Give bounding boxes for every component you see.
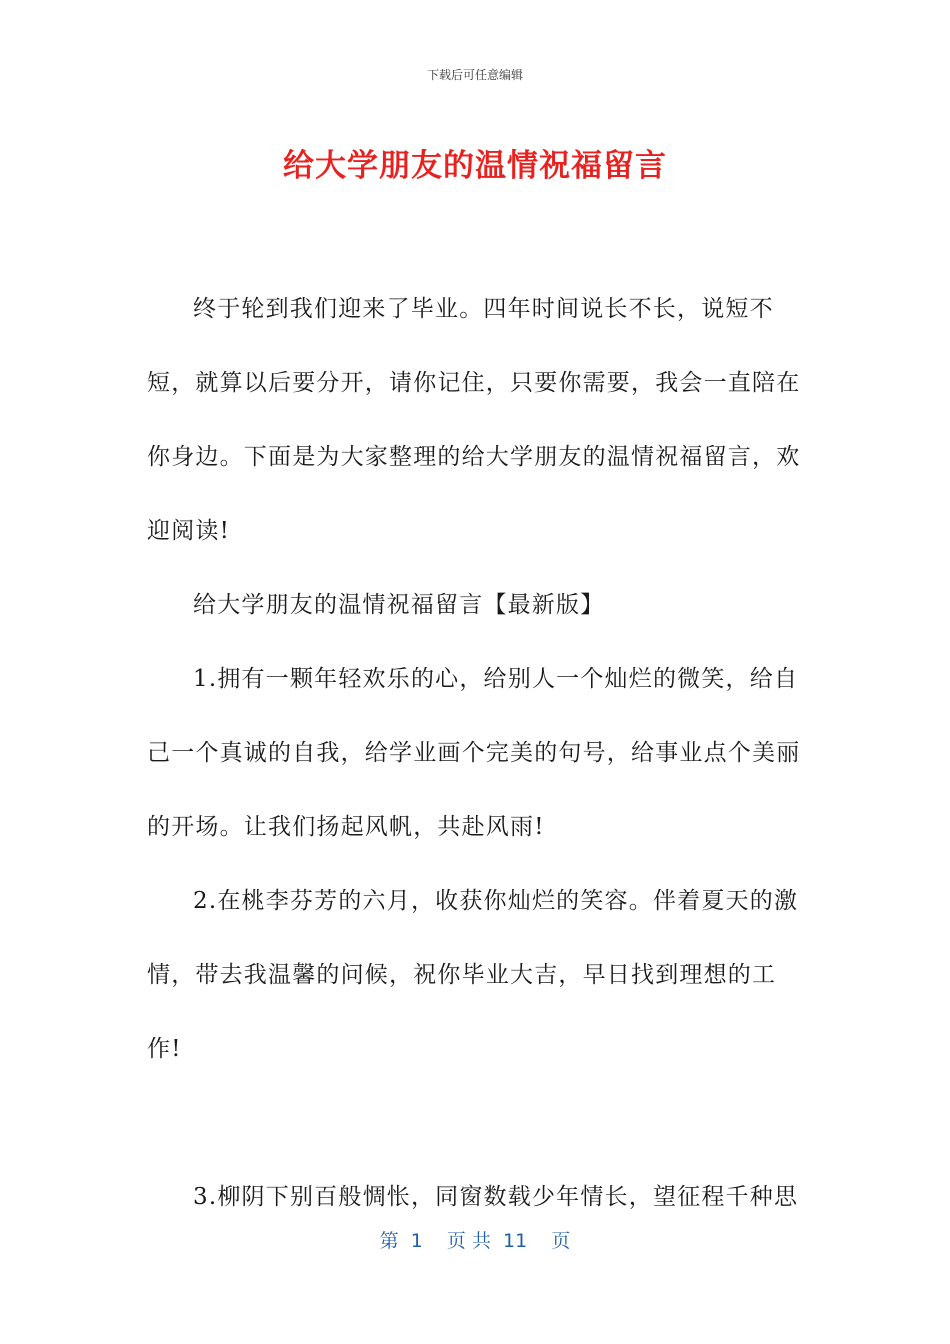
item-paragraph-3: 3.柳阴下别百般惆怅，同窗数载少年情长，望征程千种思	[193, 1184, 799, 1210]
section-heading: 给大学朋友的温情祝福留言【最新版】	[193, 592, 605, 618]
intro-paragraph: 终于轮到我们迎来了毕业。四年时间说长不长，说短不短，就算以后要分开，请你记住，只要你需要，我会一直陪在你身边。下面是为大家整理的给大学朋友的温情祝福留言，欢迎阅读!	[147, 296, 801, 544]
header-note: 下载后可任意编辑	[426, 68, 523, 82]
blank-line	[147, 1086, 807, 1160]
item-paragraph-2: 2.在桃李芬芳的六月，收获你灿烂的笑容。伴着夏天的激情，带去我温馨的问候，祝你毕业大吉，早日找到理想的工作!	[147, 888, 799, 1062]
document-body	[147, 272, 807, 1234]
item-paragraph-1: 1.拥有一颗年轻欢乐的心，给别人一个灿烂的微笑，给自己一个真诚的自我，给学业画个完美的句号，给事业点个美丽的开场。让我们扬起风帆，共赴风雨!	[147, 666, 801, 840]
document-title: 给大学朋友的温情祝福留言	[283, 148, 667, 184]
page-number-footer: 第 1 页 共 11 页	[379, 1230, 571, 1252]
